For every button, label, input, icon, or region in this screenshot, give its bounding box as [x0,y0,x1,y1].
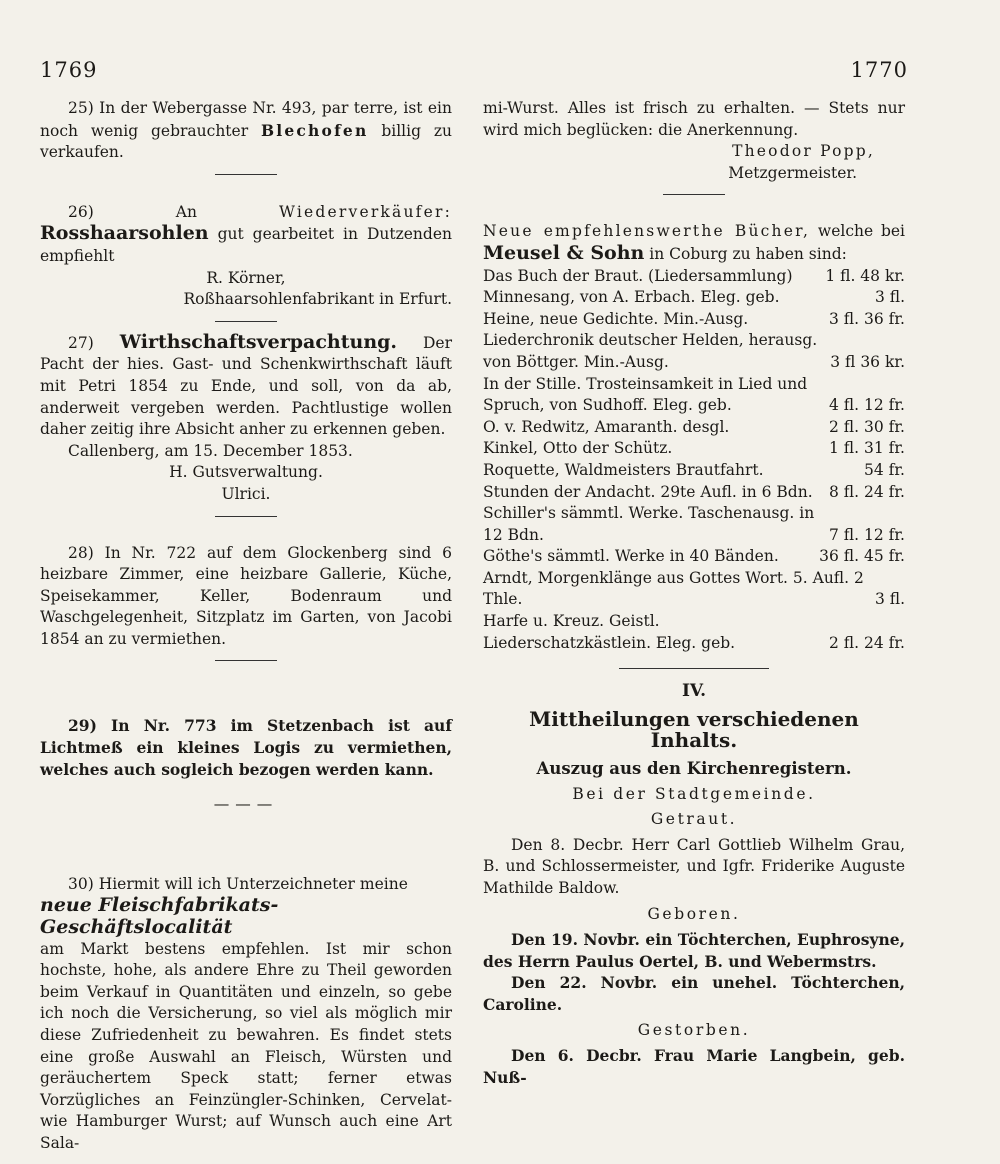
ad-30-continued: mi-Wurst. Alles ist frisch zu erhalten. — Stets nur wird mich beglücken: die Anerkennung. [483,99,905,139]
ad-25: 25) In der Webergasse Nr. 493, par terre, ist ein noch wenig gebrauchter Blechofen billig zu verkaufen. [40,99,452,162]
section-number: IV. [681,681,707,702]
died-entry: Den 6. Decbr. Frau Marie Langbein, geb. Nuß- [483,1046,905,1087]
ad-26: 26) An Wiederverkäufer: Rosshaarsohlen gut gearbeitet in Dutzenden empfiehlt [40,202,452,265]
page-number-left: 1769 [40,58,98,82]
divider-dashes: ——— [213,795,279,814]
book-item: Liederchronik deutscher Helden, herausg. von Böttger. Min.-Ausg. 3 fl 36 kr. [483,331,905,371]
died-heading: Gestorben. [637,1020,751,1039]
ad-30-body: am Markt bestens empfehlen. Ist mir schon hochste, hohe, als andere Ehre zu Theil geworden beim Verkauf in Quantitäten und einzeln, so gebe ich noch die Versicherung, so viel als möglich mir diese Zufriedenheit zu bewahren. Es findet stets eine große Auswahl an Fleisch, Würsten und geräuchertem Speck statt; ferner etwas Vorzügliches an Feinzüngler-Schinken, Cervelat- wie Hamburger Wurst; auf Wunsch auch eine Art Sala- [40,939,452,1152]
book-item: Roquette, Waldmeisters Brautfahrt. 54 fr. [483,460,905,479]
book-item: Schiller's sämmtl. Werke. Taschenausg. in 12 Bdn. 7 fl. 12 fr. [483,504,905,544]
ad-28: 28) In Nr. 722 auf dem Glockenberg sind 6 heizbare Zimmer, eine heizbare Gallerie, Küche, Speisekammer, Keller, Bodenraum und Waschgelegenheit, Sitzplatz im Garten, von Jacobi 1854 an zu vermiethen. [40,543,452,648]
divider [619,668,769,669]
book-item: Harfe u. Kreuz. Geistl. Liederschatzkästlein. Eleg. geb. 2 fl. 24 fr. [483,612,905,652]
book-item: O. v. Redwitz, Amaranth. desgl. 2 fl. 30 fr. [483,417,905,436]
ad-30-sign-title: Metzgermeister. [728,163,857,182]
book-list [483,266,905,655]
born-entry-2: Den 22. Novbr. ein unehel. Töchterchen, Caroline. [483,973,905,1014]
book-item: Minnesang, von A. Erbach. Eleg. geb. 3 fl. [483,288,905,307]
page-number-right: 1770 [850,58,908,82]
book-item: In der Stille. Trosteinsamkeit in Lied und Spruch, von Sudhoff. Eleg. geb. 4 fl. 12 fr. [483,374,905,415]
divider [215,174,277,175]
book-item: Heine, neue Gedichte. Min.-Ausg. 3 fl. 36 fr. [483,309,905,328]
section-title: Mittheilungen verschiedenen Inhalts. [529,706,859,753]
book-item: Stunden der Andacht. 29te Aufl. in 6 Bdn. 8 fl. 24 fr. [483,482,905,501]
ad-29: 29) In Nr. 773 im Stetzenbach ist auf Lichtmeß ein kleines Logis zu vermiethen, welches auch sogleich bezogen werden kann. [40,716,452,779]
sub-title: Auszug aus den Kirchenregistern. [536,759,852,779]
divider [215,516,277,517]
books-intro: Neue empfehlenswerthe Bücher, welche bei Meusel & Sohn in Coburg zu haben sind: [483,222,906,264]
born-entry-1: Den 19. Novbr. ein Töchterchen, Euphrosyne, des Herrn Paulus Oertel, B. und Webermstrs. [483,930,905,971]
ad-27-place: Callenberg, am 15. December 1853. [68,441,353,460]
ad-27-office: H. Gutsverwaltung. [169,463,323,482]
parish-heading: Bei der Stadtgemeinde. [572,784,816,803]
book-item: Das Buch der Braut. (Liedersammlung) 1 fl. 48 kr. [483,266,905,285]
married-heading: Getraut. [650,810,738,829]
ad-26-firm: Roßhaarsohlenfabrikant in Erfurt. [183,290,452,309]
right-column [483,98,905,1088]
book-item: Arndt, Morgenklänge aus Gottes Wort. 5. Aufl. 2 Thle. 3 fl. [483,568,905,609]
left-column [40,98,452,1155]
ad-30-intro: 30) Hiermit will ich Unterzeichneter meine [68,874,408,893]
born-heading: Geboren. [647,904,741,923]
ad-30-sign-name: Theodor Popp, [732,142,875,161]
divider [215,660,277,661]
book-item: Göthe's sämmtl. Werke in 40 Bänden. 36 fl. 45 fr. [483,547,905,566]
ad-26-name: R. Körner, [206,268,286,287]
ad-30-title: neue Fleischfabrikats-Geschäftslocalität [40,894,279,939]
divider [215,321,277,322]
divider [663,194,725,195]
ad-27-sign: Ulrici. [221,484,271,503]
book-item: Kinkel, Otto der Schütz. 1 fl. 31 fr. [483,439,905,458]
ad-27: 27) Wirthschaftsverpachtung. Der Pacht der hies. Gast- und Schenkwirthschaft läuft mit Petri 1854 zu Ende, und soll, von da ab, anderweit vergeben werden. Pachtlustige wollen daher zeitig ihre Absicht anher zu erkennen geben. [40,330,453,439]
married-entry: Den 8. Decbr. Herr Carl Gottlieb Wilhelm Grau, B. und Schlossermeister, und Igfr. Friderike Auguste Mathilde Baldow. [483,835,905,897]
